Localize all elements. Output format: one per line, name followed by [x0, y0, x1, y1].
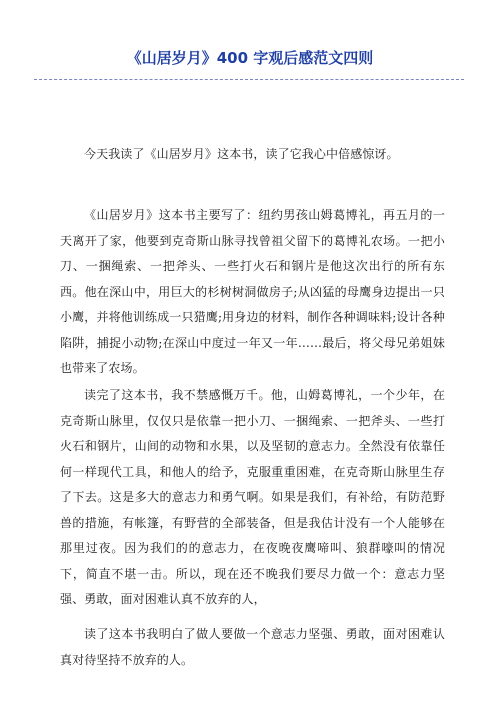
paragraph-summary: 《山居岁月》这本书主要写了：纽约男孩山姆葛博礼，再五月的一天离开了家，他要到克奇斯山脉寻找曾祖父留下的葛博礼农场。一把小刀、一捆绳索、一把斧头、一些打火石和钢片是他这次出行的所有东西。他在深山中，用巨大的杉树树洞做房子;从凶猛的母鹰身边提出一只小鹰，并将他训练成一只猎鹰;用身边的材料，制作各种调味料;设计各种陷阱，捕捉小动物;在深山中度过一年又一年……最后，将父母兄弟姐妹也带来了农场。: [60, 208, 445, 375]
paragraph-intro: 今天我读了《山居岁月》这本书，读了它我心中倍感惊讶。: [84, 147, 399, 161]
title-divider: [34, 79, 464, 80]
paragraph-reflection: 读完了这本书，我不禁感慨万千。他，山姆葛博礼，一个少年，在克奇斯山脉里，仅仅只是依靠一把小刀、一捆绳索、一把斧头、一些打火石和钢片，山间的动物和水果，以及坚韧的意志力。全然没有依靠任何一样现代工具，和他人的给予，克服重重困难，在克奇斯山脉里生存了下去。这是多大的意志力和勇气啊。如果是我们，有补给，有防范野兽的措施，有帐篷，有野营的全部装备，但是我估计没有一个人能够在那里过夜。因为我们的的意志力，在夜晚夜鹰啼叫、狼群嚎叫的情况下，简直不堪一击。所以，现在还不晚我们要尽力做一个：意志力坚强、勇敢，面对困难认真不放弃的人，: [60, 388, 445, 606]
paragraph-conclusion: 读了这本书我明白了做人要做一个意志力坚强、勇敢，面对困难认真对待坚持不放弃的人。: [60, 627, 445, 667]
document-title: 《山居岁月》400 字观后感范文四则: [126, 49, 374, 67]
